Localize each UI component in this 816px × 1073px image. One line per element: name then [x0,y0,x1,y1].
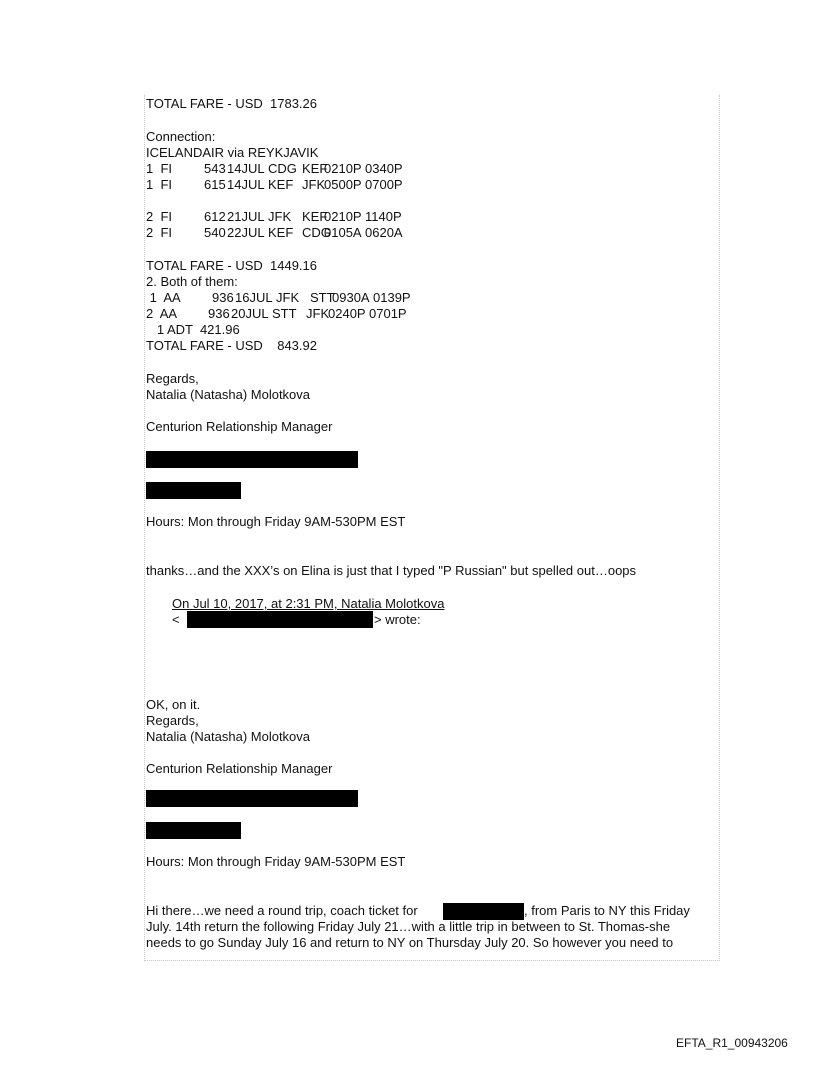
flight-seg: 1 AA [146,290,181,305]
flight-from: CDG [268,161,297,176]
flight-dep: 0930A [332,290,370,305]
quote-lt: < [172,612,180,627]
carrier-line: ICELANDAIR via REYKJAVIK [146,145,319,160]
hours-2: Hours: Mon through Friday 9AM-530PM EST [146,854,406,869]
flight-to: JFK [302,177,326,192]
redaction-bar [146,822,241,839]
adt-fare: 1 ADT 421.96 [146,322,240,337]
request-line-2: July. 14th return the following Friday July 21…with a little trip in between to St. Thomas-she [146,919,671,934]
flight-from: KEF [268,225,294,240]
flight-to: CDG [302,225,331,240]
signature-name: Natalia (Natasha) Molotkova [146,387,311,402]
flight-arr: 0701P [369,306,407,321]
regards: Regards, [146,371,199,386]
flight-dep: 0240P [328,306,366,321]
redaction-bar [146,790,358,807]
flight-date: 22JUL [227,225,265,240]
redaction-bar [146,482,241,499]
flight-from: KEF [268,177,294,192]
flight-dep: 0210P [324,161,362,176]
flight-num: 936 [208,306,230,321]
flight-num: 540 [204,225,226,240]
reply-text: thanks…and the XXX’s on Elina is just that I typed "P Russian" but spelled out…oops [146,563,637,578]
flight-arr: 1140P [365,209,402,224]
flight-seg: 1 FI [146,161,173,176]
both-label: 2. Both of them: [146,274,238,289]
ok-text: OK, on it. [146,697,201,712]
flight-from: STT [272,306,297,321]
quote-header: On Jul 10, 2017, at 2:31 PM, Natalia Molotkova [172,596,445,611]
hours: Hours: Mon through Friday 9AM-530PM EST [146,514,406,529]
signature-title: Centurion Relationship Manager [146,419,333,434]
signature-title-2: Centurion Relationship Manager [146,761,333,776]
flight-num: 543 [204,161,226,176]
flight-arr: 0139P [373,290,411,305]
flight-arr: 0340P [365,161,403,176]
quote-wrote: > wrote: [374,612,421,627]
flight-num: 936 [212,290,234,305]
redaction-bar [187,611,373,628]
flight-arr: 0700P [365,177,403,192]
flight-to: KEF [302,161,328,176]
flight-dep: 0210P [324,209,362,224]
flight-seg: 1 FI [146,177,173,192]
flight-from: JFK [276,290,300,305]
signature-name-2: Natalia (Natasha) Molotkova [146,729,311,744]
document-id: EFTA_R1_00943206 [676,1036,788,1050]
request-line-3: needs to go Sunday July 16 and return to NY on Thursday July 20. So however you need to [146,935,674,950]
request-line-1a: Hi there…we need a round trip, coach ticket for [146,903,418,918]
total-fare-3: TOTAL FARE - USD 843.92 [146,338,317,353]
flight-dep: 0105A [324,225,362,240]
flight-arr: 0620A [365,225,403,240]
connection-label: Connection: [146,129,216,144]
flight-num: 615 [204,177,226,192]
redaction-bar [146,451,358,468]
flight-from: JFK [268,209,292,224]
flight-to: STT [310,290,335,305]
flight-to: KEF [302,209,328,224]
flight-date: 21JUL [227,209,265,224]
request-line-1b: , from Paris to NY this Friday [524,903,690,918]
flight-date: 14JUL [227,161,265,176]
total-fare-1: TOTAL FARE - USD 1783.26 [146,96,317,111]
flight-dep: 0500P [324,177,362,192]
flight-to: JFK [306,306,330,321]
flight-date: 14JUL [227,177,265,192]
redaction-bar [443,903,524,920]
regards-2: Regards, [146,713,199,728]
flight-seg: 2 FI [146,209,173,224]
flight-seg: 2 AA [146,306,178,321]
flight-num: 612 [204,209,226,224]
flight-date: 16JUL [235,290,273,305]
total-fare-2: TOTAL FARE - USD 1449.16 [146,258,317,273]
flight-date: 20JUL [231,306,269,321]
flight-seg: 2 FI [146,225,173,240]
